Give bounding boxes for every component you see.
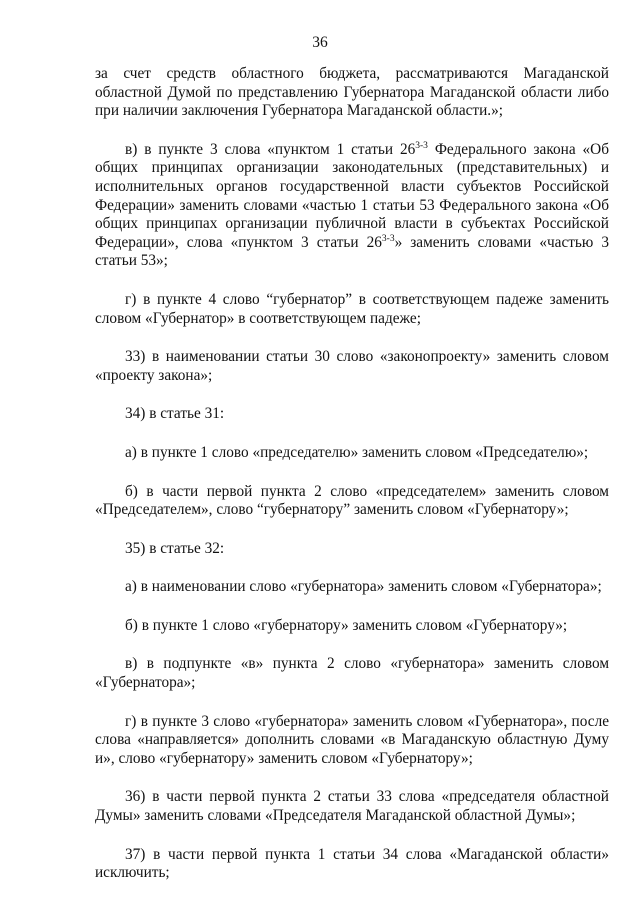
paragraph-text: Федерального закона «Об общих принципах организации законодательных (представительных) и исполнительных органов государственной власти субъектов Российской Федерации» заменить словами «частью 1 статьи 53 Федерального закона «Об общих принципах организации публичной власти в субъектах Российской Федерации», слова «пунктом 3 статьи 26: [95, 140, 610, 251]
paragraph-text: б) в пункте 1 слово «губернатору» заменить словом «Губернатору»;: [125, 616, 568, 634]
paragraph-p2: [95, 291, 609, 328]
paragraph-p11: [95, 713, 609, 769]
superscript: 3-3: [381, 233, 395, 244]
paragraph-text: 35) в статье 32:: [125, 539, 225, 557]
paragraph-p4: [95, 405, 609, 424]
paragraph-p9: [95, 617, 609, 636]
paragraph-p10: [95, 655, 609, 692]
paragraph-text: 34) в статье 31:: [125, 405, 225, 423]
paragraph-p8: [95, 578, 609, 597]
paragraph-text: 33) в наименовании статьи 30 слово «законопроекту» заменить словом «проекту закона»;: [95, 348, 609, 384]
page-number: 36: [312, 34, 328, 51]
paragraph-text: в) в подпункте «в» пункта 2 слово «губернатора» заменить словом «Губернатора»;: [95, 655, 609, 692]
paragraph-text: 36) в части первой пункта 2 статьи 33 слова «председателя областной Думы» заменить словами «Председателя Магаданской областной Думы»;: [95, 788, 609, 825]
paragraph-text: 37) в части первой пункта 1 статьи 34 слова «Магаданской области» исключить;: [95, 845, 609, 882]
paragraph-p13: [95, 846, 609, 883]
paragraph-text: а) в пункте 1 слово «председателю» заменить словом «Председателю»;: [125, 443, 589, 461]
paragraph-p6: [95, 483, 609, 520]
paragraph-text: а) в наименовании слово «губернатора» заменить словом «Губернатора»;: [125, 578, 602, 596]
paragraph-p1: [95, 141, 609, 271]
paragraph-p5: [95, 444, 609, 463]
paragraph-text: за счет средств областного бюджета, рассматриваются Магаданской областной Думой по представлению Губернатора Магаданской области либо при наличии заключения Губернатора Магаданской области.»;: [95, 65, 609, 120]
paragraph-text: в) в пункте 3 слова «пунктом 1 статьи 26: [125, 140, 416, 158]
paragraph-text: г) в пункте 3 слово «губернатора» заменить словом «Губернатора», после слова «направляется» дополнить словами «в Магаданскую областную Думу и», слово «губернатору» заменить словом «Губернатору»;: [95, 712, 609, 767]
paragraph-text: б) в части первой пункта 2 слово «председателем» заменить словом «Председателем», слово “губернатору” заменить словом «Губернатору»;: [95, 482, 609, 519]
paragraph-p0: [95, 65, 609, 121]
paragraph-p7: [95, 540, 609, 559]
paragraph-text: » заменить словами «частью 3 статьи 53»;: [95, 233, 609, 270]
paragraph-p12: [95, 788, 609, 825]
document-body: [95, 65, 609, 903]
paragraph-text: г) в пункте 4 слово “губернатор” в соответствующем падеже заменить словом «Губернатор» в соответствующем падеже;: [95, 290, 609, 327]
paragraph-p3: [95, 348, 609, 385]
superscript: 3-3: [415, 140, 428, 151]
